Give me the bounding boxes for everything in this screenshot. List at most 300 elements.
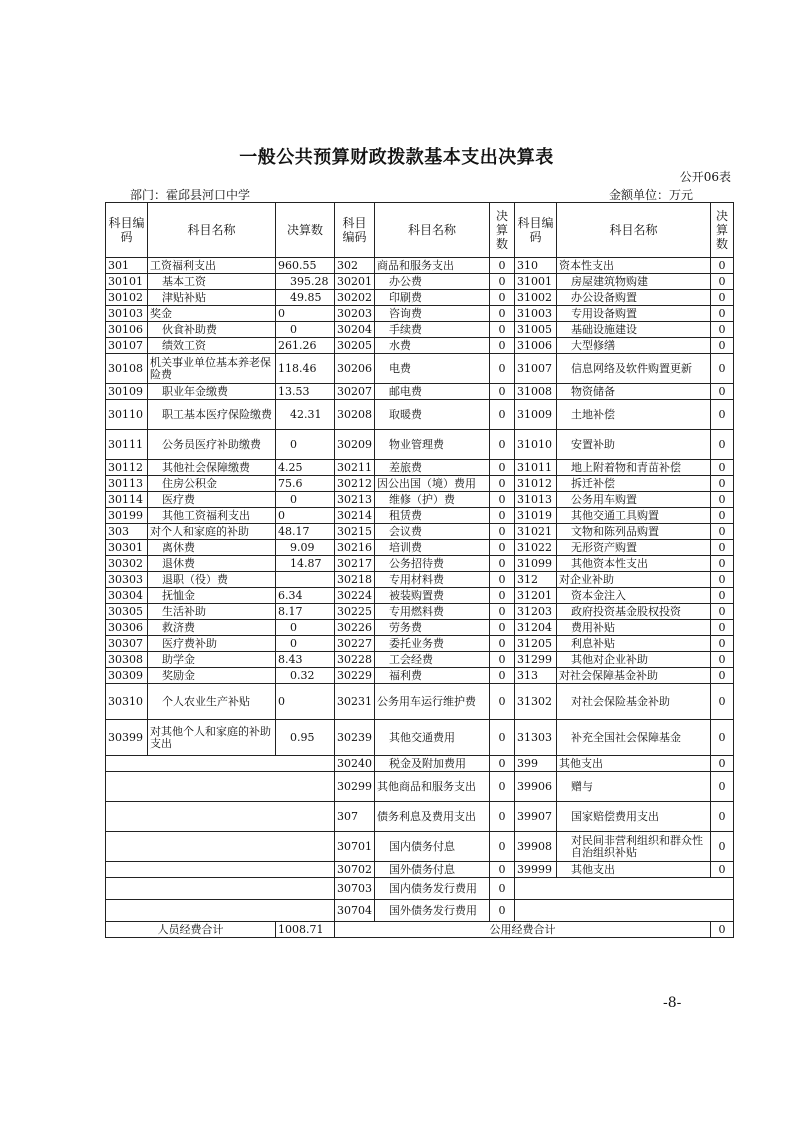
- cell-name: 其他工资福利支出: [148, 508, 276, 524]
- cell-code: 31008: [515, 384, 557, 400]
- cell-code: 30199: [106, 508, 148, 524]
- cell-amount: 0: [490, 720, 515, 756]
- cell-code: 30103: [106, 306, 148, 322]
- cell-amount: 0: [711, 400, 734, 430]
- cell-name: 因公出国（境）费用: [375, 476, 490, 492]
- cell-code: 31010: [515, 430, 557, 460]
- cell-code: 30106: [106, 322, 148, 338]
- cell-code: 31002: [515, 290, 557, 306]
- cell-amount: 0: [490, 290, 515, 306]
- cell-name: 补充全国社会保障基金: [557, 720, 711, 756]
- cell-amount: 0: [490, 588, 515, 604]
- table-row: [106, 258, 734, 274]
- cell-code: 30702: [335, 862, 375, 878]
- cell-name: 资本金注入: [557, 588, 711, 604]
- cell-amount: 0: [711, 588, 734, 604]
- header-name-1: 科目名称: [148, 203, 276, 258]
- cell-name: 办公费: [375, 274, 490, 290]
- cell-code: 307: [335, 802, 375, 832]
- cell-amount: 0: [490, 476, 515, 492]
- cell-name: 离休费: [148, 540, 276, 556]
- cell-amount: 0: [711, 636, 734, 652]
- cell-amount: 0: [711, 492, 734, 508]
- cell-amount: 0: [711, 524, 734, 540]
- cell-name: 医疗费补助: [148, 636, 276, 652]
- cell-amount: 261.26: [276, 338, 335, 354]
- cell-name: 电费: [375, 354, 490, 384]
- empty-cell: [106, 832, 335, 862]
- cell-name: 国内债务发行费用: [375, 878, 490, 900]
- cell-code: 30301: [106, 540, 148, 556]
- cell-code: 30704: [335, 900, 375, 922]
- cell-amount: 14.87: [276, 556, 335, 572]
- cell-amount: 8.17: [276, 604, 335, 620]
- table-row: [106, 460, 734, 476]
- cell-amount: 0: [711, 668, 734, 684]
- cell-amount: 0: [711, 802, 734, 832]
- empty-cell: [106, 878, 335, 900]
- cell-amount: 0: [490, 540, 515, 556]
- cell-name: 培训费: [375, 540, 490, 556]
- table-row: [106, 430, 734, 460]
- cell-name: 差旅费: [375, 460, 490, 476]
- cell-amount: 0: [711, 306, 734, 322]
- department-label: 部门：霍邱县河口中学: [130, 188, 251, 202]
- table-row: [106, 400, 734, 430]
- cell-name: 大型修缮: [557, 338, 711, 354]
- cell-amount: 0: [490, 636, 515, 652]
- cell-code: 31003: [515, 306, 557, 322]
- cell-name: 对社会保障基金补助: [557, 668, 711, 684]
- cell-code: 399: [515, 756, 557, 772]
- cell-name: 房屋建筑物购建: [557, 274, 711, 290]
- cell-amount: 0.95: [276, 720, 335, 756]
- cell-name: 会议费: [375, 524, 490, 540]
- cell-amount: 0: [711, 556, 734, 572]
- cell-amount: 0: [490, 756, 515, 772]
- cell-amount: 0: [276, 430, 335, 460]
- empty-cell: [106, 900, 335, 922]
- cell-name: 邮电费: [375, 384, 490, 400]
- cell-code: 30201: [335, 274, 375, 290]
- totals-row: [106, 922, 734, 938]
- cell-name: 费用补贴: [557, 620, 711, 636]
- cell-name: 其他对企业补助: [557, 652, 711, 668]
- cell-code: 31005: [515, 322, 557, 338]
- cell-amount: 0: [490, 274, 515, 290]
- table-row: [106, 772, 734, 802]
- header-amount-2: 决算数: [490, 203, 515, 258]
- table-row: [106, 540, 734, 556]
- cell-amount: 0: [490, 802, 515, 832]
- cell-name: 利息补贴: [557, 636, 711, 652]
- cell-name: 其他社会保障缴费: [148, 460, 276, 476]
- cell-amount: 0: [490, 430, 515, 460]
- cell-name: 对社会保险基金补助: [557, 684, 711, 720]
- cell-name: 抚恤金: [148, 588, 276, 604]
- cell-name: 个人农业生产补贴: [148, 684, 276, 720]
- cell-amount: 118.46: [276, 354, 335, 384]
- cell-code: 30310: [106, 684, 148, 720]
- cell-amount: 0: [490, 556, 515, 572]
- table-row: [106, 290, 734, 306]
- document-code: 公开06表: [679, 170, 731, 184]
- cell-name: 公务用车购置: [557, 492, 711, 508]
- cell-amount: 0: [490, 620, 515, 636]
- cell-name: 奖金: [148, 306, 276, 322]
- cell-code: 30204: [335, 322, 375, 338]
- cell-code: 30109: [106, 384, 148, 400]
- cell-amount: 0: [711, 720, 734, 756]
- cell-amount: 0: [711, 862, 734, 878]
- cell-name: 其他交通费用: [375, 720, 490, 756]
- cell-code: 31021: [515, 524, 557, 540]
- cell-name: 租赁费: [375, 508, 490, 524]
- cell-amount: 0: [711, 652, 734, 668]
- header-name-2: 科目名称: [375, 203, 490, 258]
- cell-amount: 0: [711, 322, 734, 338]
- cell-amount: 0: [490, 684, 515, 720]
- cell-code: 30208: [335, 400, 375, 430]
- cell-amount: 42.31: [276, 400, 335, 430]
- cell-name: 拆迁补偿: [557, 476, 711, 492]
- cell-name: 土地补偿: [557, 400, 711, 430]
- public-total-label: 公用经费合计: [335, 922, 711, 938]
- cell-code: 30206: [335, 354, 375, 384]
- cell-amount: 0: [490, 338, 515, 354]
- table-row: [106, 476, 734, 492]
- header-code-2: 科目编码: [335, 203, 375, 258]
- cell-code: 30304: [106, 588, 148, 604]
- cell-code: 31009: [515, 400, 557, 430]
- cell-amount: 0: [711, 384, 734, 400]
- cell-code: 30225: [335, 604, 375, 620]
- cell-name: 职业年金缴费: [148, 384, 276, 400]
- cell-code: 30213: [335, 492, 375, 508]
- cell-amount: 0: [490, 524, 515, 540]
- cell-amount: 0: [711, 258, 734, 274]
- cell-code: 39999: [515, 862, 557, 878]
- cell-amount: 0: [711, 756, 734, 772]
- table-header-row: [106, 203, 734, 258]
- cell-code: 30102: [106, 290, 148, 306]
- cell-code: 31001: [515, 274, 557, 290]
- table-row: [106, 720, 734, 756]
- cell-name: 退休费: [148, 556, 276, 572]
- cell-name: 其他资本性支出: [557, 556, 711, 572]
- header-amount-3: 决算数: [711, 203, 734, 258]
- cell-name: 其他支出: [557, 756, 711, 772]
- cell-amount: 0: [711, 476, 734, 492]
- cell-code: 30229: [335, 668, 375, 684]
- cell-code: 31013: [515, 492, 557, 508]
- personnel-total-amount: 1008.71: [276, 922, 335, 938]
- cell-code: 30203: [335, 306, 375, 322]
- cell-code: 30305: [106, 604, 148, 620]
- cell-code: 30306: [106, 620, 148, 636]
- cell-amount: 0: [490, 492, 515, 508]
- cell-code: 30212: [335, 476, 375, 492]
- cell-code: 31299: [515, 652, 557, 668]
- cell-name: 印刷费: [375, 290, 490, 306]
- cell-code: 31204: [515, 620, 557, 636]
- cell-code: 30214: [335, 508, 375, 524]
- cell-name: 对其他个人和家庭的补助支出: [148, 720, 276, 756]
- cell-name: 工资福利支出: [148, 258, 276, 274]
- cell-name: 退职（役）费: [148, 572, 276, 588]
- cell-code: 30216: [335, 540, 375, 556]
- cell-code: 30207: [335, 384, 375, 400]
- cell-name: 税金及附加费用: [375, 756, 490, 772]
- cell-name: 职工基本医疗保险缴费: [148, 400, 276, 430]
- cell-code: 30211: [335, 460, 375, 476]
- page-number: -8-: [663, 995, 682, 1011]
- table-row: [106, 832, 734, 862]
- cell-amount: 0: [490, 354, 515, 384]
- personnel-total-label: 人员经费合计: [106, 922, 276, 938]
- cell-amount: 0: [711, 620, 734, 636]
- cell-amount: 0: [490, 652, 515, 668]
- cell-code: 31019: [515, 508, 557, 524]
- public-total-amount: 0: [711, 922, 734, 938]
- cell-code: 31006: [515, 338, 557, 354]
- cell-code: 302: [335, 258, 375, 274]
- cell-code: 39906: [515, 772, 557, 802]
- cell-amount: 0: [711, 430, 734, 460]
- cell-amount: 0: [711, 772, 734, 802]
- cell-amount: 0: [490, 460, 515, 476]
- cell-amount: 395.28: [276, 274, 335, 290]
- empty-cell: [106, 756, 335, 772]
- cell-amount: 0: [490, 322, 515, 338]
- cell-amount: 0: [711, 354, 734, 384]
- cell-name: 其他商品和服务支出: [375, 772, 490, 802]
- cell-name: 国外债务发行费用: [375, 900, 490, 922]
- cell-name: 国内债务付息: [375, 832, 490, 862]
- cell-amount: 0: [711, 508, 734, 524]
- table-row: [106, 556, 734, 572]
- cell-name: 对企业补助: [557, 572, 711, 588]
- header-name-3: 科目名称: [557, 203, 711, 258]
- cell-code: 30308: [106, 652, 148, 668]
- table-row: [106, 384, 734, 400]
- header-amount-1: 决算数: [276, 203, 335, 258]
- cell-code: 31011: [515, 460, 557, 476]
- cell-name: 其他支出: [557, 862, 711, 878]
- cell-name: 取暖费: [375, 400, 490, 430]
- cell-name: 水费: [375, 338, 490, 354]
- cell-code: 30209: [335, 430, 375, 460]
- cell-code: 30240: [335, 756, 375, 772]
- cell-code: 30302: [106, 556, 148, 572]
- cell-name: 维修（护）费: [375, 492, 490, 508]
- cell-name: 专用材料费: [375, 572, 490, 588]
- cell-code: 39907: [515, 802, 557, 832]
- cell-code: 31303: [515, 720, 557, 756]
- table-row: [106, 620, 734, 636]
- cell-amount: 0: [276, 306, 335, 322]
- cell-name: 助学金: [148, 652, 276, 668]
- expenditure-table: [105, 202, 734, 938]
- table-body: [106, 258, 734, 938]
- table-row: [106, 636, 734, 652]
- cell-amount: 0: [711, 684, 734, 720]
- empty-cell: [515, 900, 734, 922]
- cell-name: 委托业务费: [375, 636, 490, 652]
- cell-code: 30224: [335, 588, 375, 604]
- cell-amount: 0: [276, 322, 335, 338]
- table-row: [106, 354, 734, 384]
- cell-name: 津贴补贴: [148, 290, 276, 306]
- cell-name: 机关事业单位基本养老保险费: [148, 354, 276, 384]
- cell-name: 赠与: [557, 772, 711, 802]
- table-row: [106, 652, 734, 668]
- cell-code: 30205: [335, 338, 375, 354]
- cell-amount: 0: [490, 384, 515, 400]
- cell-code: 30227: [335, 636, 375, 652]
- cell-name: 伙食补助费: [148, 322, 276, 338]
- cell-code: 31022: [515, 540, 557, 556]
- cell-name: 医疗费: [148, 492, 276, 508]
- table-row: [106, 900, 734, 922]
- cell-code: 30113: [106, 476, 148, 492]
- table-row: [106, 524, 734, 540]
- cell-name: 文物和陈列品购置: [557, 524, 711, 540]
- cell-name: 奖励金: [148, 668, 276, 684]
- cell-name: 信息网络及软件购置更新: [557, 354, 711, 384]
- cell-amount: 0: [276, 492, 335, 508]
- cell-name: 其他交通工具购置: [557, 508, 711, 524]
- empty-cell: [106, 802, 335, 832]
- cell-name: 地上附着物和青苗补偿: [557, 460, 711, 476]
- cell-name: 工会经费: [375, 652, 490, 668]
- cell-name: 物资储备: [557, 384, 711, 400]
- cell-name: 生活补助: [148, 604, 276, 620]
- cell-name: 办公设备购置: [557, 290, 711, 306]
- cell-code: 30701: [335, 832, 375, 862]
- table-row: [106, 572, 734, 588]
- cell-amount: 0: [711, 540, 734, 556]
- cell-name: 对个人和家庭的补助: [148, 524, 276, 540]
- cell-code: 30307: [106, 636, 148, 652]
- cell-amount: 0: [490, 878, 515, 900]
- cell-code: 310: [515, 258, 557, 274]
- cell-name: 手续费: [375, 322, 490, 338]
- cell-code: 30703: [335, 878, 375, 900]
- cell-code: 30107: [106, 338, 148, 354]
- cell-amount: 0: [490, 772, 515, 802]
- cell-name: 绩效工资: [148, 338, 276, 354]
- table-row: [106, 508, 734, 524]
- cell-amount: 0: [711, 604, 734, 620]
- header-code-3: 科目编码: [515, 203, 557, 258]
- cell-code: 30110: [106, 400, 148, 430]
- table-row: [106, 862, 734, 878]
- cell-name: 政府投资基金股权投资: [557, 604, 711, 620]
- cell-name: 对民间非营利组织和群众性自治组织补贴: [557, 832, 711, 862]
- cell-name: 基础设施建设: [557, 322, 711, 338]
- table-row: [106, 684, 734, 720]
- cell-name: 基本工资: [148, 274, 276, 290]
- cell-code: 30114: [106, 492, 148, 508]
- cell-amount: 4.25: [276, 460, 335, 476]
- cell-code: 30226: [335, 620, 375, 636]
- cell-code: 301: [106, 258, 148, 274]
- cell-code: 303: [106, 524, 148, 540]
- cell-code: 30202: [335, 290, 375, 306]
- cell-amount: 0: [276, 636, 335, 652]
- cell-name: 商品和服务支出: [375, 258, 490, 274]
- cell-name: 公务用车运行维护费: [375, 684, 490, 720]
- table-row: [106, 878, 734, 900]
- cell-code: 30218: [335, 572, 375, 588]
- cell-amount: 13.53: [276, 384, 335, 400]
- cell-amount: 0: [490, 572, 515, 588]
- cell-amount: 75.6: [276, 476, 335, 492]
- cell-code: 30239: [335, 720, 375, 756]
- cell-amount: 0: [711, 274, 734, 290]
- cell-amount: 0: [490, 604, 515, 620]
- cell-code: 30299: [335, 772, 375, 802]
- cell-name: 国家赔偿费用支出: [557, 802, 711, 832]
- cell-amount: 960.55: [276, 258, 335, 274]
- cell-amount: 0: [490, 258, 515, 274]
- cell-name: 物业管理费: [375, 430, 490, 460]
- cell-name: 债务利息及费用支出: [375, 802, 490, 832]
- cell-code: 39908: [515, 832, 557, 862]
- cell-amount: 0: [276, 620, 335, 636]
- cell-name: 公务招待费: [375, 556, 490, 572]
- cell-code: 31203: [515, 604, 557, 620]
- cell-name: 无形资产购置: [557, 540, 711, 556]
- empty-cell: [106, 772, 335, 802]
- empty-cell: [106, 862, 335, 878]
- page-title: 一般公共预算财政拨款基本支出决算表: [239, 147, 554, 168]
- cell-amount: 9.09: [276, 540, 335, 556]
- cell-name: 安置补助: [557, 430, 711, 460]
- cell-amount: [276, 572, 335, 588]
- cell-amount: 0: [490, 900, 515, 922]
- cell-amount: 0: [711, 832, 734, 862]
- cell-name: 劳务费: [375, 620, 490, 636]
- cell-amount: 0: [276, 508, 335, 524]
- cell-name: 福利费: [375, 668, 490, 684]
- cell-code: 30399: [106, 720, 148, 756]
- cell-amount: 0: [490, 668, 515, 684]
- cell-name: 专用设备购置: [557, 306, 711, 322]
- cell-code: 30303: [106, 572, 148, 588]
- cell-amount: 8.43: [276, 652, 335, 668]
- table-row: [106, 668, 734, 684]
- cell-code: 30231: [335, 684, 375, 720]
- cell-name: 国外债务付息: [375, 862, 490, 878]
- cell-code: 30228: [335, 652, 375, 668]
- cell-amount: 0: [490, 832, 515, 862]
- table-row: [106, 338, 734, 354]
- cell-code: 30112: [106, 460, 148, 476]
- cell-name: 专用燃料费: [375, 604, 490, 620]
- cell-code: 30217: [335, 556, 375, 572]
- cell-code: 30215: [335, 524, 375, 540]
- table-row: [106, 306, 734, 322]
- cell-amount: 0: [490, 306, 515, 322]
- table-row: [106, 756, 734, 772]
- cell-code: 31201: [515, 588, 557, 604]
- cell-name: 资本性支出: [557, 258, 711, 274]
- cell-code: 31099: [515, 556, 557, 572]
- cell-amount: 0: [711, 290, 734, 306]
- cell-name: 公务员医疗补助缴费: [148, 430, 276, 460]
